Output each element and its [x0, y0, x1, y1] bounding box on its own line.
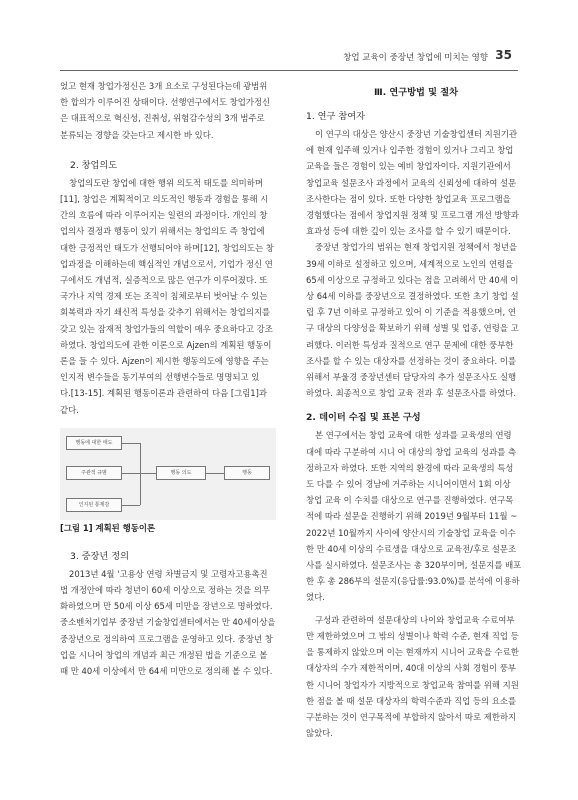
text-line: 려했다. 이러한 특성과 질적으로 연구 문제에 대한 풍부한: [306, 339, 514, 350]
subsection-2-title: 2. 데이터 수집 및 표본 구성: [306, 412, 421, 424]
text-line: 립 후 7년 이하로 규정하고 있어 이 기준을 적용했으며, 연: [306, 307, 516, 318]
text-line: 본 연구에서는 창업 교육에 대한 성과를 교육생의 연령: [315, 430, 512, 441]
subsection-2b-paragraph: [306, 612, 526, 742]
subsection-1-paragraph: [306, 126, 526, 401]
text-line: 조사한다는 점이 있다. 또한 다양한 창업교육 프로그램을: [306, 193, 511, 204]
text-line: 화하였으며 만 50세 이상 65세 미만을 장년으로 명하였다.: [60, 601, 273, 612]
text-line: 위해서 부울경 중장년센터 담당자의 추가 설문조사도 실행: [306, 372, 517, 383]
text-line: 대상자의 수가 제한적이며, 40대 이상의 사회 경험이 풍부: [306, 663, 516, 674]
subsection-2-paragraph: [306, 427, 526, 605]
figure-node-intention: 행동 의도: [156, 466, 206, 480]
text-line: 었고 현재 창업가정신은 3개 요소로 구성된다는데 광범위: [60, 81, 268, 91]
text-line: 이 연구의 대상은 양산시 중장년 기술창업센터 지원기관: [315, 129, 518, 139]
text-line: 창업의도란 창업에 대한 행위 의도적 태도를 의미하며: [69, 177, 263, 188]
text-line: 39세 이하로 설정하고 있으며, 세계적으로 노인의 연령을: [306, 258, 514, 269]
section-2-paragraph: [60, 175, 278, 418]
text-line: 분류되는 경향을 갖는다고 제시한 바 있다.: [60, 129, 214, 140]
text-line: 교육을 들은 경험이 있는 예비 창업자이다. 지원기관에서: [306, 161, 511, 172]
text-line: 중소벤처기업부 중장년 기술창업센터에서는 만 40세이상을: [60, 617, 276, 628]
text-line: 다.[13-15]. 계획된 행동이론과 관련하여 다음 [그림1]과: [60, 388, 267, 399]
text-line: 갖고 있는 잠재적 창업가들의 역할이 매우 중요하다고 강조: [60, 323, 273, 334]
text-line: 하였다. 창업의도에 관한 이론으로 Ajzen의 계획된 행동이: [60, 339, 272, 350]
text-line: 구분하는 것이 연구목적에 부합하지 않아서 따로 제한하지: [306, 711, 517, 722]
text-line: 하였다. 최종적으로 창업 교육 전과 후 설문조사를 하였다.: [306, 388, 517, 399]
figure-node-norm: 주관적 규범: [66, 466, 122, 480]
text-line: 한 점을 볼 때 설문 대상자의 학력수준과 직업 등의 요소를: [306, 695, 517, 706]
text-line: 회복력과 자기 쇄신적 특성을 갖추기 위해서는 창업의지를: [60, 307, 271, 318]
figure-node-behavior: 행동: [224, 466, 270, 480]
section-3-title: 3. 중장년 정의: [70, 550, 129, 562]
text-line: 때 만 40세 이상에서 만 64세 미만으로 정의해 볼 수 있다.: [60, 666, 273, 677]
text-line: 같다.: [60, 404, 79, 415]
text-line: 은 대표적으로 혁신성, 진취성, 위험감수성의 3개 범주로: [60, 113, 265, 124]
text-line: 구성과 관련하여 설문대상의 나이와 창업교육 수료여부: [315, 614, 515, 625]
text-line: 한 만 40세 이상의 수료생을 대상으로 교육전/후로 설문조: [306, 543, 517, 554]
text-line: 법 개정안에 따라 청년이 60세 이상으로 정하는 것을 의무: [60, 585, 270, 596]
text-line: 구에서도 개념적, 실증적으로 많은 연구가 이루어졌다. 또: [60, 275, 268, 286]
header-rule: [60, 70, 518, 71]
text-line: 창업교육 설문조사 과정에서 교육의 신뢰성에 대하여 설문: [306, 177, 517, 188]
figure-connector-line: [122, 505, 140, 506]
text-line: 론을 들 수 있다. Ajzen이 제시한 행동의도에 영향을 주는: [60, 356, 269, 367]
text-line: 도 다를 수 있어 경남에 거주하는 시니어이면서 1회 이상: [306, 479, 511, 490]
text-line: 국가나 지역 경제 또는 조직이 침체로부터 벗어날 수 있는: [60, 291, 268, 302]
text-line: 상 64세 이하를 중장년으로 결정하였다. 또한 초기 창업 설: [306, 291, 519, 302]
text-line: 경험했다는 점에서 창업지원 정책 및 프로그램 개선 방향과: [306, 210, 519, 221]
text-line: 구 대상의 다양성을 확보하기 위해 성별 및 업종, 연령을 고: [306, 323, 519, 334]
text-line: 한 시니어 창업자가 지방적으로 창업교육 참여를 위해 지원: [306, 679, 519, 690]
text-line: 대한 긍정적인 태도가 선행되어야 하며[12], 창업의도는 창: [60, 242, 274, 253]
text-line: 정하고자 하였다. 또한 지역의 환경에 따라 교육생의 특성: [306, 462, 514, 473]
section-3-paragraph: [60, 566, 278, 679]
text-line: 업을 시니어 창업의 개념과 최근 개정된 법을 기준으로 볼: [60, 649, 268, 660]
text-line: 적에 따라 설문을 진행하기 위해 2019년 9월부터 11월 ~: [306, 511, 518, 522]
figure-caption: [그림 1] 계획된 행동이론: [60, 522, 156, 533]
text-line: 2022년 10월까지 사이에 양산시의 기술창업 교육을 이수: [306, 527, 516, 538]
figure-connector-line: [140, 443, 141, 505]
intro-paragraph: [60, 78, 278, 143]
text-line: 효과성 등에 대한 깊이 있는 조사를 할 수 있기 때문이다.: [306, 226, 511, 237]
text-line: 업의사 결정과 행동이 있기 위해서는 창업의도 즉 창업에: [60, 226, 265, 237]
figure-planned-behavior: [60, 428, 276, 520]
text-line: 사를 실시하였다. 설문조사는 총 320부이며, 설문지를 배포: [306, 560, 522, 571]
text-line: 중장년으로 정의하여 프로그램을 운영하고 있다. 중장년 창: [60, 633, 273, 644]
figure-node-attitude: 행동에 대한 태도: [66, 436, 122, 450]
section-3-heading: Ⅲ. 연구방법 및 절차: [374, 87, 458, 98]
subsection-1-title: 1. 연구 참여자: [306, 111, 365, 122]
text-line: 창업 교육 이 수치를 대상으로 연구를 진행하였다. 연구목: [306, 495, 514, 506]
figure-connector-line: [122, 443, 140, 444]
text-line: 않았다.: [306, 728, 333, 739]
text-line: 한 합의가 이루어진 상태이다. 선행연구에서도 창업가정신: [60, 97, 271, 108]
text-line: 간의 흐름에 따라 이루어지는 일련의 과정이다. 개인의 창: [60, 210, 268, 221]
text-line: 만 제한하였으며 그 밖의 성별이나 학력 수준, 현재 직업 등: [306, 630, 519, 641]
left-column: [60, 78, 278, 679]
figure-node-control: 인지된 통제감: [66, 498, 122, 512]
text-line: 을 통제하지 않았으며 이는 현재까지 시니어 교육을 수료한: [306, 647, 519, 658]
page-header: [0, 48, 578, 66]
text-line: [11], 창업은 계획적이고 의도적인 행동과 경험을 통해 시: [60, 194, 269, 205]
text-line: 2013년 4월 '고용상 연령 차별금지 및 고령자고용촉진: [69, 568, 268, 579]
figure-arrow-line: [206, 473, 224, 474]
text-line: 였다.: [306, 592, 325, 603]
text-line: 한 후 총 286부의 설문지(응답률:93.0%)를 분석에 이용하: [306, 576, 520, 587]
right-column: [306, 78, 526, 741]
figure-arrow-line: [122, 473, 156, 474]
text-line: 에 현재 입주해 있거나 입주한 경험이 있거나 그리고 창업: [306, 145, 514, 156]
page-number: 35: [495, 48, 512, 62]
text-line: 대에 따라 구분하여 시니 어 대상의 창업 교육의 성과를 측: [306, 446, 517, 457]
text-line: 중장년 창업가의 범위는 현재 창업지원 정책에서 청년을: [315, 242, 518, 253]
running-title: 창업 교육이 중장년 창업에 미치는 영향: [343, 53, 488, 63]
text-line: 업과정을 이해하는데 핵심적인 개념으로서, 기업가 정신 연: [60, 258, 273, 269]
text-line: 65세 이상으로 규정하고 있다는 점을 고려해서 만 40세 이: [306, 274, 519, 285]
text-line: 인지적 변수들을 동기부여의 선행변수들로 명명되고 있: [60, 372, 260, 383]
section-2-title: 2. 창업의도: [70, 159, 118, 171]
text-line: 조사를 할 수 있는 대상자를 선정하는 것이 중요하다. 이를: [306, 355, 517, 366]
